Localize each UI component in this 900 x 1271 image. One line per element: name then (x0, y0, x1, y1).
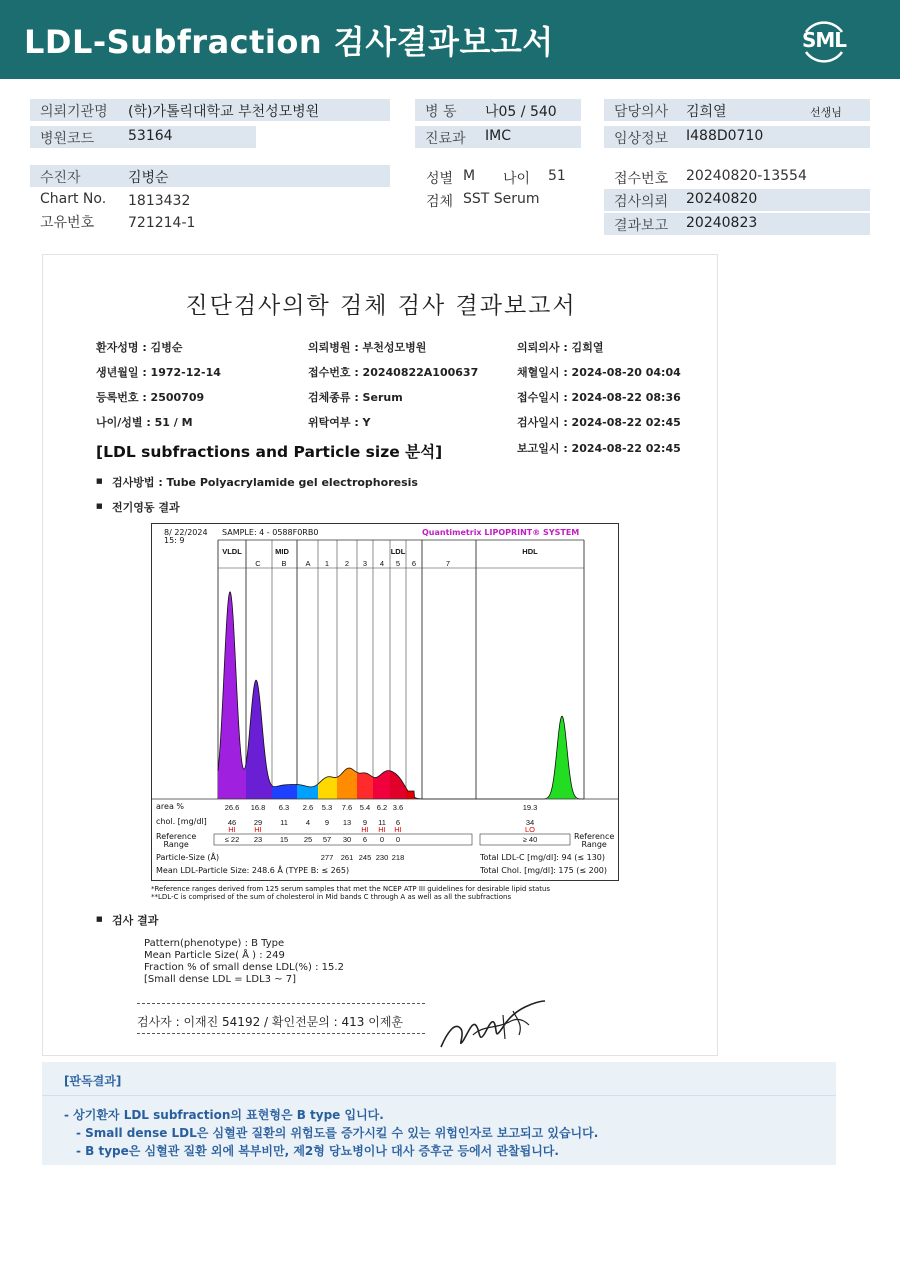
chart-svg (152, 524, 618, 880)
interpretation-line: - 상기환자 LDL subfraction의 표현형은 B type 입니다. (64, 1108, 384, 1122)
reference-value: ≥ 40 (522, 835, 538, 844)
reference-value: 25 (303, 835, 313, 844)
clinical-label: 임상정보 (614, 131, 669, 147)
electro-heading: ■ 전기영동 결과 (112, 499, 180, 515)
result-line: [Small dense LDL = LDL3 ~ 7] (144, 974, 297, 985)
band-label: 5 (395, 559, 401, 568)
electrophoresis-peak (373, 771, 390, 799)
patient-value: 김병순 (128, 170, 169, 186)
footnote-1: *Reference ranges derived from 125 serum samples that met the NCEP ATP III guidelines for desirable lipid status (151, 885, 551, 893)
band-label: A (305, 559, 311, 568)
reference-value: 23 (253, 835, 263, 844)
signature-scrawl-icon (433, 995, 553, 1055)
req-label: 검사의뢰 (614, 194, 669, 210)
chart-total-ldl: Total LDL-C [mg/dl]: 94 (≤ 130) (480, 853, 606, 862)
report-field: 생년월일 : 1972-12-14 (96, 366, 221, 379)
reference-value: 57 (322, 835, 332, 844)
report-field: 위탁여부 : Y (308, 416, 371, 429)
report-field: 의뢰병원 : 부천성모병원 (308, 341, 427, 354)
flag-value: HI (228, 825, 236, 834)
report-field: 접수번호 : 20240822A100637 (308, 366, 479, 379)
interpretation-line: - Small dense LDL은 심혈관 질환의 위험도를 증가시킬 수 있는 위험인자로 보고되고 있습니다. (76, 1126, 599, 1140)
electrophoresis-peak (357, 772, 373, 799)
reference-value: 0 (379, 835, 385, 844)
code-value: 53164 (128, 128, 173, 144)
result-line: Fraction % of small dense LDL(%) : 15.2 (144, 962, 344, 973)
electrophoresis-curve (218, 592, 584, 799)
interpretation-panel (42, 1062, 836, 1165)
code-label: 병원코드 (40, 131, 95, 147)
age-value: 51 (548, 168, 566, 184)
ward-label: 병 동 (425, 104, 457, 120)
area-value: 5.4 (359, 803, 371, 812)
footnote-2: **LDL-C is comprised of the sum of cholesterol in Mid bands C through A as well as all the subfractions (151, 893, 512, 901)
report-field: 등록번호 : 2500709 (96, 391, 205, 404)
band-label: 1 (324, 559, 330, 568)
report-field: 환자성명 : 김병순 (96, 341, 183, 354)
chart-no-label: Chart No. (40, 191, 107, 207)
group-label: MID (275, 547, 289, 556)
interpretation-line: - B type은 심혈관 질환 외에 복부비만, 제2형 당뇨병이나 대사 증후군 등에서 관찰됩니다. (76, 1144, 559, 1158)
area-value: 6.2 (376, 803, 388, 812)
area-value: 7.6 (341, 803, 353, 812)
electrophoresis-peak (390, 771, 406, 799)
chart-total-chol: Total Chol. [mg/dl]: 175 (≤ 200) (480, 866, 608, 875)
reference-value: 6 (362, 835, 368, 844)
reference-value: 15 (279, 835, 289, 844)
chart-mean-size: Mean LDL-Particle Size: 248.6 Å (TYPE B: ≤ 265) (156, 866, 350, 875)
interpretation-title: [판독결과] (64, 1074, 122, 1088)
receipt-value: 20240820-13554 (686, 168, 807, 184)
area-value: 5.3 (321, 803, 333, 812)
hospital-value: (학)가톨릭대학교 부천성모병원 (128, 104, 320, 120)
patient-row (30, 165, 390, 187)
report-field: 의뢰의사 : 김희열 (517, 341, 604, 354)
report-date-row (604, 213, 870, 235)
particle-size-value: 230 (375, 853, 389, 862)
row-label-ref-right: Reference Range (574, 832, 615, 849)
group-label: VLDL (222, 547, 242, 556)
band-label: 6 (411, 559, 417, 568)
reference-value: ≤ 22 (224, 835, 240, 844)
chart-date: 8/ 22/2024 (164, 528, 208, 537)
area-value: 26.6 (224, 803, 240, 812)
electrophoresis-peak (218, 592, 246, 799)
particle-size-value: 218 (391, 853, 405, 862)
chol-value: 34 (525, 818, 535, 827)
signature-bottom-line (137, 1033, 425, 1034)
logo-text: SML (801, 28, 847, 52)
code-row (30, 126, 256, 148)
chol-value: 11 (378, 818, 386, 827)
particle-size-value: 245 (358, 853, 372, 862)
chol-value: 11 (280, 818, 288, 827)
electrophoresis-peak (318, 777, 337, 799)
flag-value: HI (254, 825, 262, 834)
embedded-report (42, 254, 718, 1056)
flag-value: HI (378, 825, 386, 834)
band-label: B (281, 559, 287, 568)
area-value: 6.3 (278, 803, 290, 812)
lipoprint-chart (151, 523, 619, 881)
doctor-label: 담당의사 (614, 104, 669, 120)
chol-value: 9 (324, 818, 330, 827)
receipt-label: 접수번호 (614, 171, 669, 187)
report-field: 검체종류 : Serum (308, 391, 403, 404)
result-line: Pattern(phenotype) : B Type (144, 938, 285, 949)
area-value: 3.6 (392, 803, 404, 812)
chol-value: 46 (227, 818, 237, 827)
reference-value: 30 (342, 835, 352, 844)
group-label: HDL (522, 547, 538, 556)
method-line: ■ 검사방법 : Tube Polyacrylamide gel electrophoresis (112, 474, 418, 490)
reference-value: 0 (395, 835, 401, 844)
clinical-row (604, 126, 870, 148)
row-label-chol: chol. [mg/dl] (156, 817, 207, 826)
chart-time: 15: 9 (164, 536, 185, 545)
dept-value: IMC (485, 128, 511, 144)
area-value: 16.8 (250, 803, 266, 812)
row-label-ref: Reference Range (156, 832, 197, 849)
req-value: 20240820 (686, 191, 758, 207)
flag-value: HI (361, 825, 369, 834)
area-value: 2.6 (302, 803, 314, 812)
hospital-label: 의뢰기관명 (40, 104, 108, 120)
report-field: 나이/성별 : 51 / M (96, 416, 193, 429)
clinical-value: I488D0710 (686, 128, 764, 144)
doctor-row (604, 99, 870, 121)
report-date-value: 20240823 (686, 215, 758, 231)
report-field: 보고일시 : 2024-08-22 02:45 (517, 442, 681, 455)
specimen-label: 검체 (426, 194, 454, 210)
doctor-value: 김희열 (686, 104, 727, 120)
header-bar (0, 0, 900, 79)
doctor-suffix: 선생님 (810, 106, 842, 119)
patient-label: 수진자 (40, 170, 81, 186)
chol-value: 29 (253, 818, 263, 827)
sex-value: M (463, 168, 476, 184)
chol-value: 6 (395, 818, 401, 827)
report-date-label: 결과보고 (614, 218, 669, 234)
chart-no-value: 1813432 (128, 193, 191, 209)
dept-label: 진료과 (425, 131, 466, 147)
chart-sample: SAMPLE: 4 - 0588F0RB0 (222, 528, 319, 537)
specimen-value: SST Serum (463, 191, 540, 207)
unique-label: 고유번호 (40, 215, 95, 231)
electrophoresis-peak (337, 768, 357, 799)
interpretation-header (42, 1062, 836, 1096)
dept-row (415, 126, 581, 148)
result-line: Mean Particle Size( Å ) : 249 (144, 950, 285, 961)
sml-logo (796, 14, 852, 70)
chart-brand: Quantimetrix LIPOPRINT® SYSTEM (422, 528, 580, 537)
report-field: 접수일시 : 2024-08-22 08:36 (517, 391, 681, 404)
chol-value: 9 (362, 818, 368, 827)
ward-row (415, 99, 581, 121)
row-label-area: area % (156, 802, 184, 811)
band-label: 4 (379, 559, 385, 568)
electrophoresis-peak (246, 680, 272, 799)
chol-value: 13 (342, 818, 352, 827)
page-title: LDL-Subfraction 검사결과보고서 (24, 23, 554, 61)
sex-label: 성별 (426, 171, 454, 187)
req-row (604, 189, 870, 211)
band-label: 3 (362, 559, 368, 568)
section-title: [LDL subfractions and Particle size 분석] (96, 443, 443, 461)
age-label: 나이 (503, 171, 531, 187)
result-heading: ■ 검사 결과 (112, 912, 158, 928)
hospital-row (30, 99, 390, 121)
particle-size-value: 261 (340, 853, 354, 862)
band-label: 2 (344, 559, 350, 568)
ward-value: 나05 / 540 (485, 104, 557, 120)
signature-text: 검사자 : 이재진 54192 / 확인전문의 : 413 이제훈 (137, 1015, 404, 1029)
report-field: 채혈일시 : 2024-08-20 04:04 (517, 366, 681, 379)
signature-top-line (137, 1003, 425, 1004)
report-field: 검사일시 : 2024-08-22 02:45 (517, 416, 681, 429)
band-label: C (255, 559, 261, 568)
group-label: LDL (390, 547, 406, 556)
report-title: 진단검사의학 검체 검사 결과보고서 (185, 293, 577, 319)
band-label: 7 (445, 559, 451, 568)
particle-size-value: 277 (320, 853, 334, 862)
flag-value: LO (524, 825, 536, 834)
area-value: 19.3 (522, 803, 538, 812)
row-label-size: Particle-Size (Å) (156, 853, 220, 862)
flag-value: HI (394, 825, 402, 834)
chol-value: 4 (305, 818, 311, 827)
unique-value: 721214-1 (128, 215, 196, 231)
